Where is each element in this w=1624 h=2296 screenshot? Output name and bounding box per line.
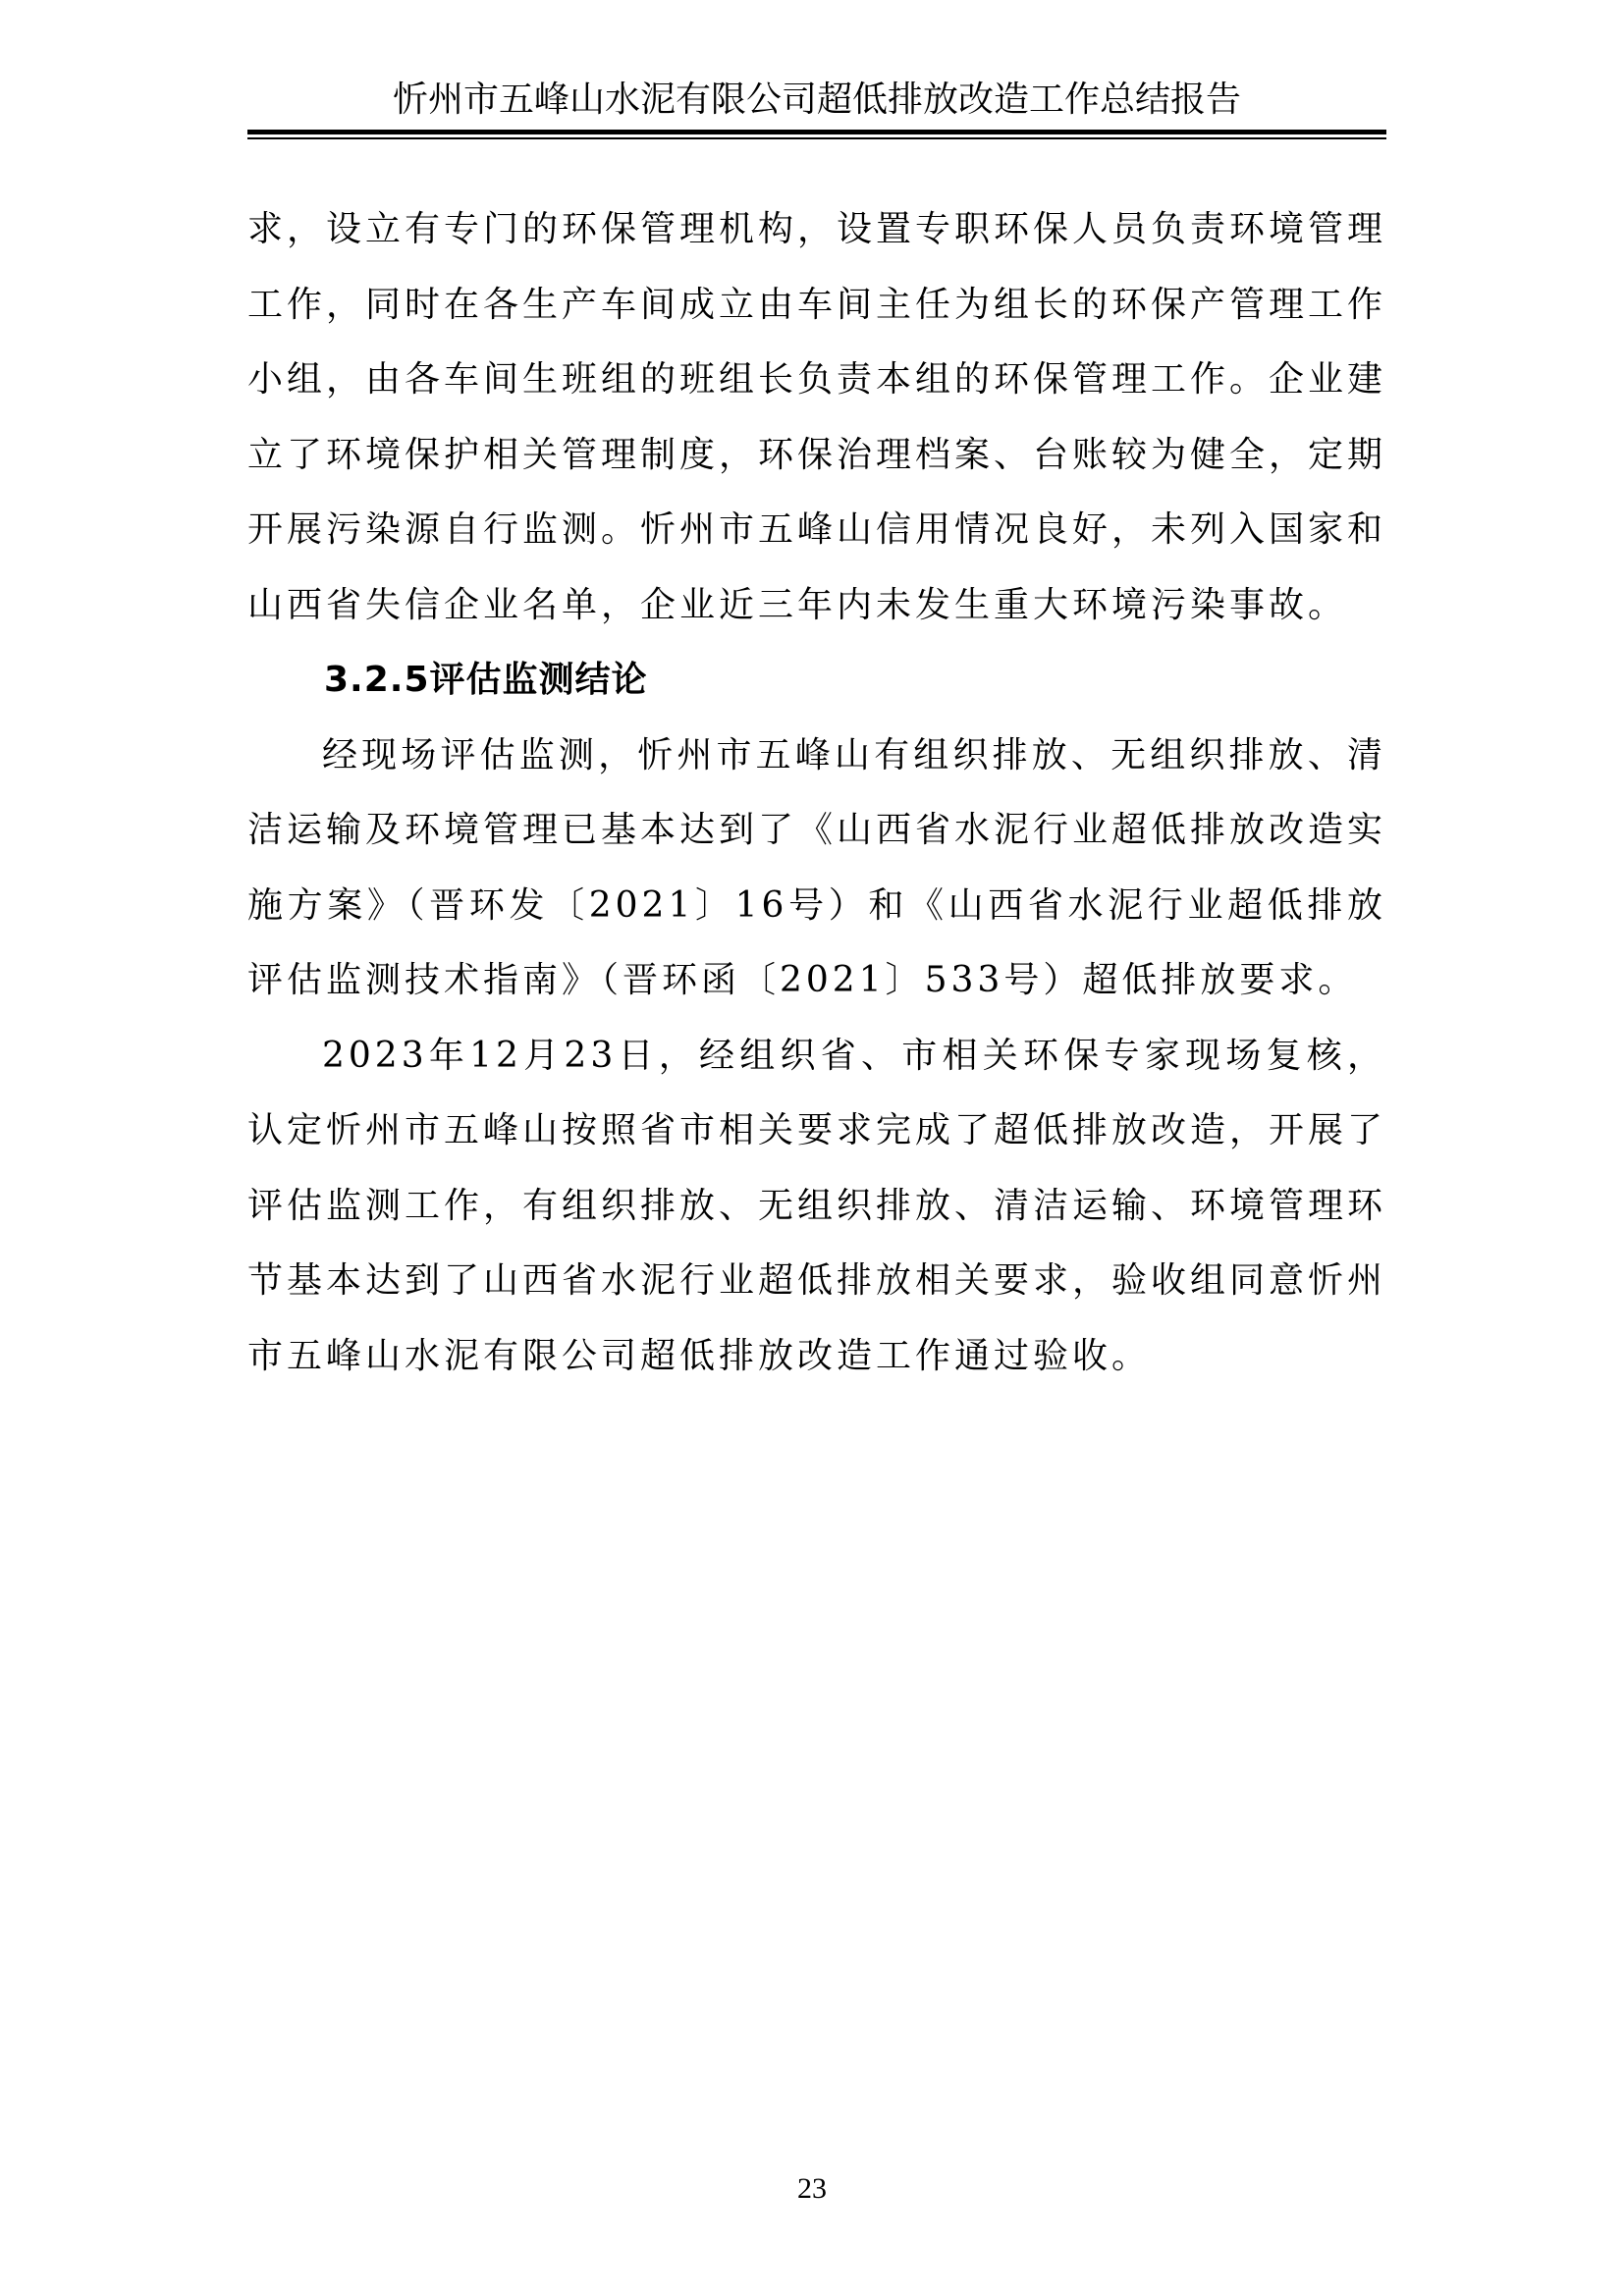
header-rule-thin [247,137,1386,139]
page-body [247,192,1386,1394]
paragraph-conclusion: 经现场评估监测，忻州市五峰山有组织排放、无组织排放、清洁运输及环境管理已基本达到了《山西省水泥行业超低排放改造实施方案》（晋环发〔2021〕16号）和《山西省水泥行业超低排放评估监测技术指南》（晋环函〔2021〕533号）超低排放要求。 [247,734,1387,1000]
paragraph-continued: 求，设立有专门的环保管理机构，设置专职环保人员负责环境管理工作，同时在各生产车间成立由车间主任为组长的环保产管理工作小组，由各车间生班组的班组长负责本组的环保管理工作。企业建立了环境保护相关管理制度，环保治理档案、台账较为健全，定期开展污染源自行监测。忻州市五峰山信用情况良好，未列入国家和山西省失信企业名单，企业近三年内未发生重大环境污染事故。 [247,209,1387,625]
page-header-title: 忻州市五峰山水泥有限公司超低排放改造工作总结报告 [392,80,1241,120]
section-heading: 3.2.5评估监测结论 [324,660,648,700]
header-rule-thick [247,130,1386,134]
page-number: 23 [797,2172,827,2205]
paragraph-acceptance: 2023年12月23日，经组织省、市相关环保专家现场复核，认定忻州市五峰山按照省市相关要求完成了超低排放改造，开展了评估监测工作，有组织排放、无组织排放、清洁运输、环境管理环节基本达到了山西省水泥行业超低排放相关要求，验收组同意忻州市五峰山水泥有限公司超低排放改造工作通过验收。 [247,1035,1387,1376]
